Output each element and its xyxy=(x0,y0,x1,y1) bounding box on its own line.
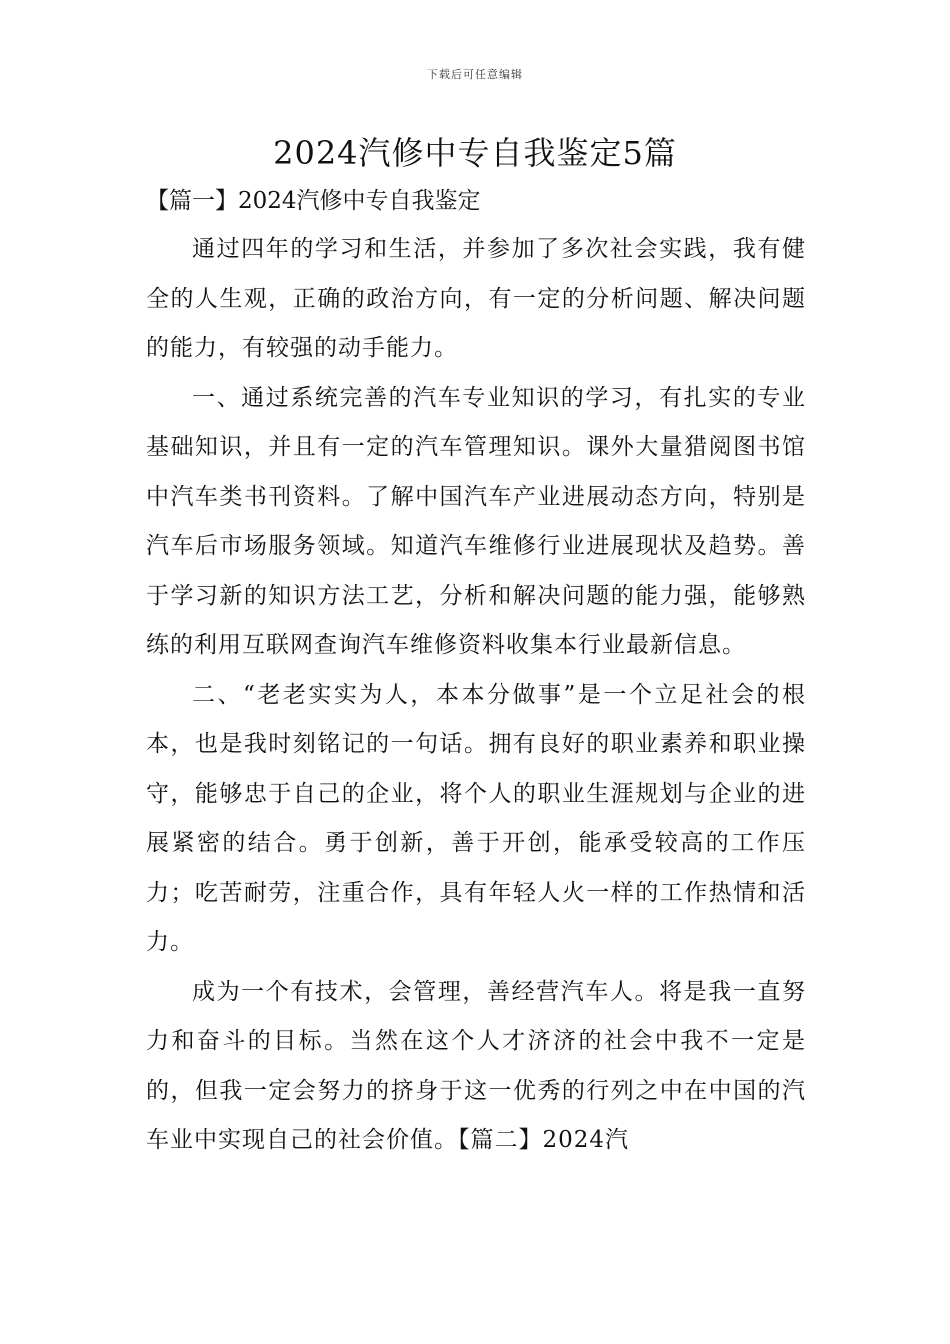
section-heading: 【篇一】2024汽修中专自我鉴定 xyxy=(146,188,481,214)
paragraph-conclusion: 成为一个有技术，会管理，善经营汽车人。将是我一直努力和奋斗的目标。当然在这个人才济济的社会中我不一定是的，但我一定会努力的挤身于这一优秀的行列之中在中国的汽车业中实现自己的社会价值。【篇二】2024汽 xyxy=(146,978,806,1153)
document-title: 2024汽修中专自我鉴定5篇 xyxy=(273,134,677,172)
paragraph-intro: 通过四年的学习和生活，并参加了多次社会实践，我有健全的人生观，正确的政治方向，有一定的分析问题、解决问题的能力，有较强的动手能力。 xyxy=(146,236,806,361)
header-note: 下载后可任意编辑 xyxy=(427,68,523,81)
paragraph-point-two: 二、“老老实实为人，本本分做事”是一个立足社会的根本，也是我时刻铭记的一句话。拥有良好的职业素养和职业操守，能够忠于自己的企业，将个人的职业生涯规划与企业的进展紧密的结合。勇于创新，善于开创，能承受较高的工作压力；吃苦耐劳，注重合作，具有年轻人火一样的工作热情和活力。 xyxy=(146,681,806,955)
document-body xyxy=(146,225,806,1166)
paragraph-point-one: 一、通过系统完善的汽车专业知识的学习，有扎实的专业基础知识，并且有一定的汽车管理知识。课外大量猎阅图书馆中汽车类书刊资料。了解中国汽车产业进展动态方向，特别是汽车后市场服务领域。知道汽车维修行业进展现状及趋势。善于学习新的知识方法工艺，分析和解决问题的能力强，能够熟练的利用互联网查询汽车维修资料收集本行业最新信息。 xyxy=(146,384,806,658)
